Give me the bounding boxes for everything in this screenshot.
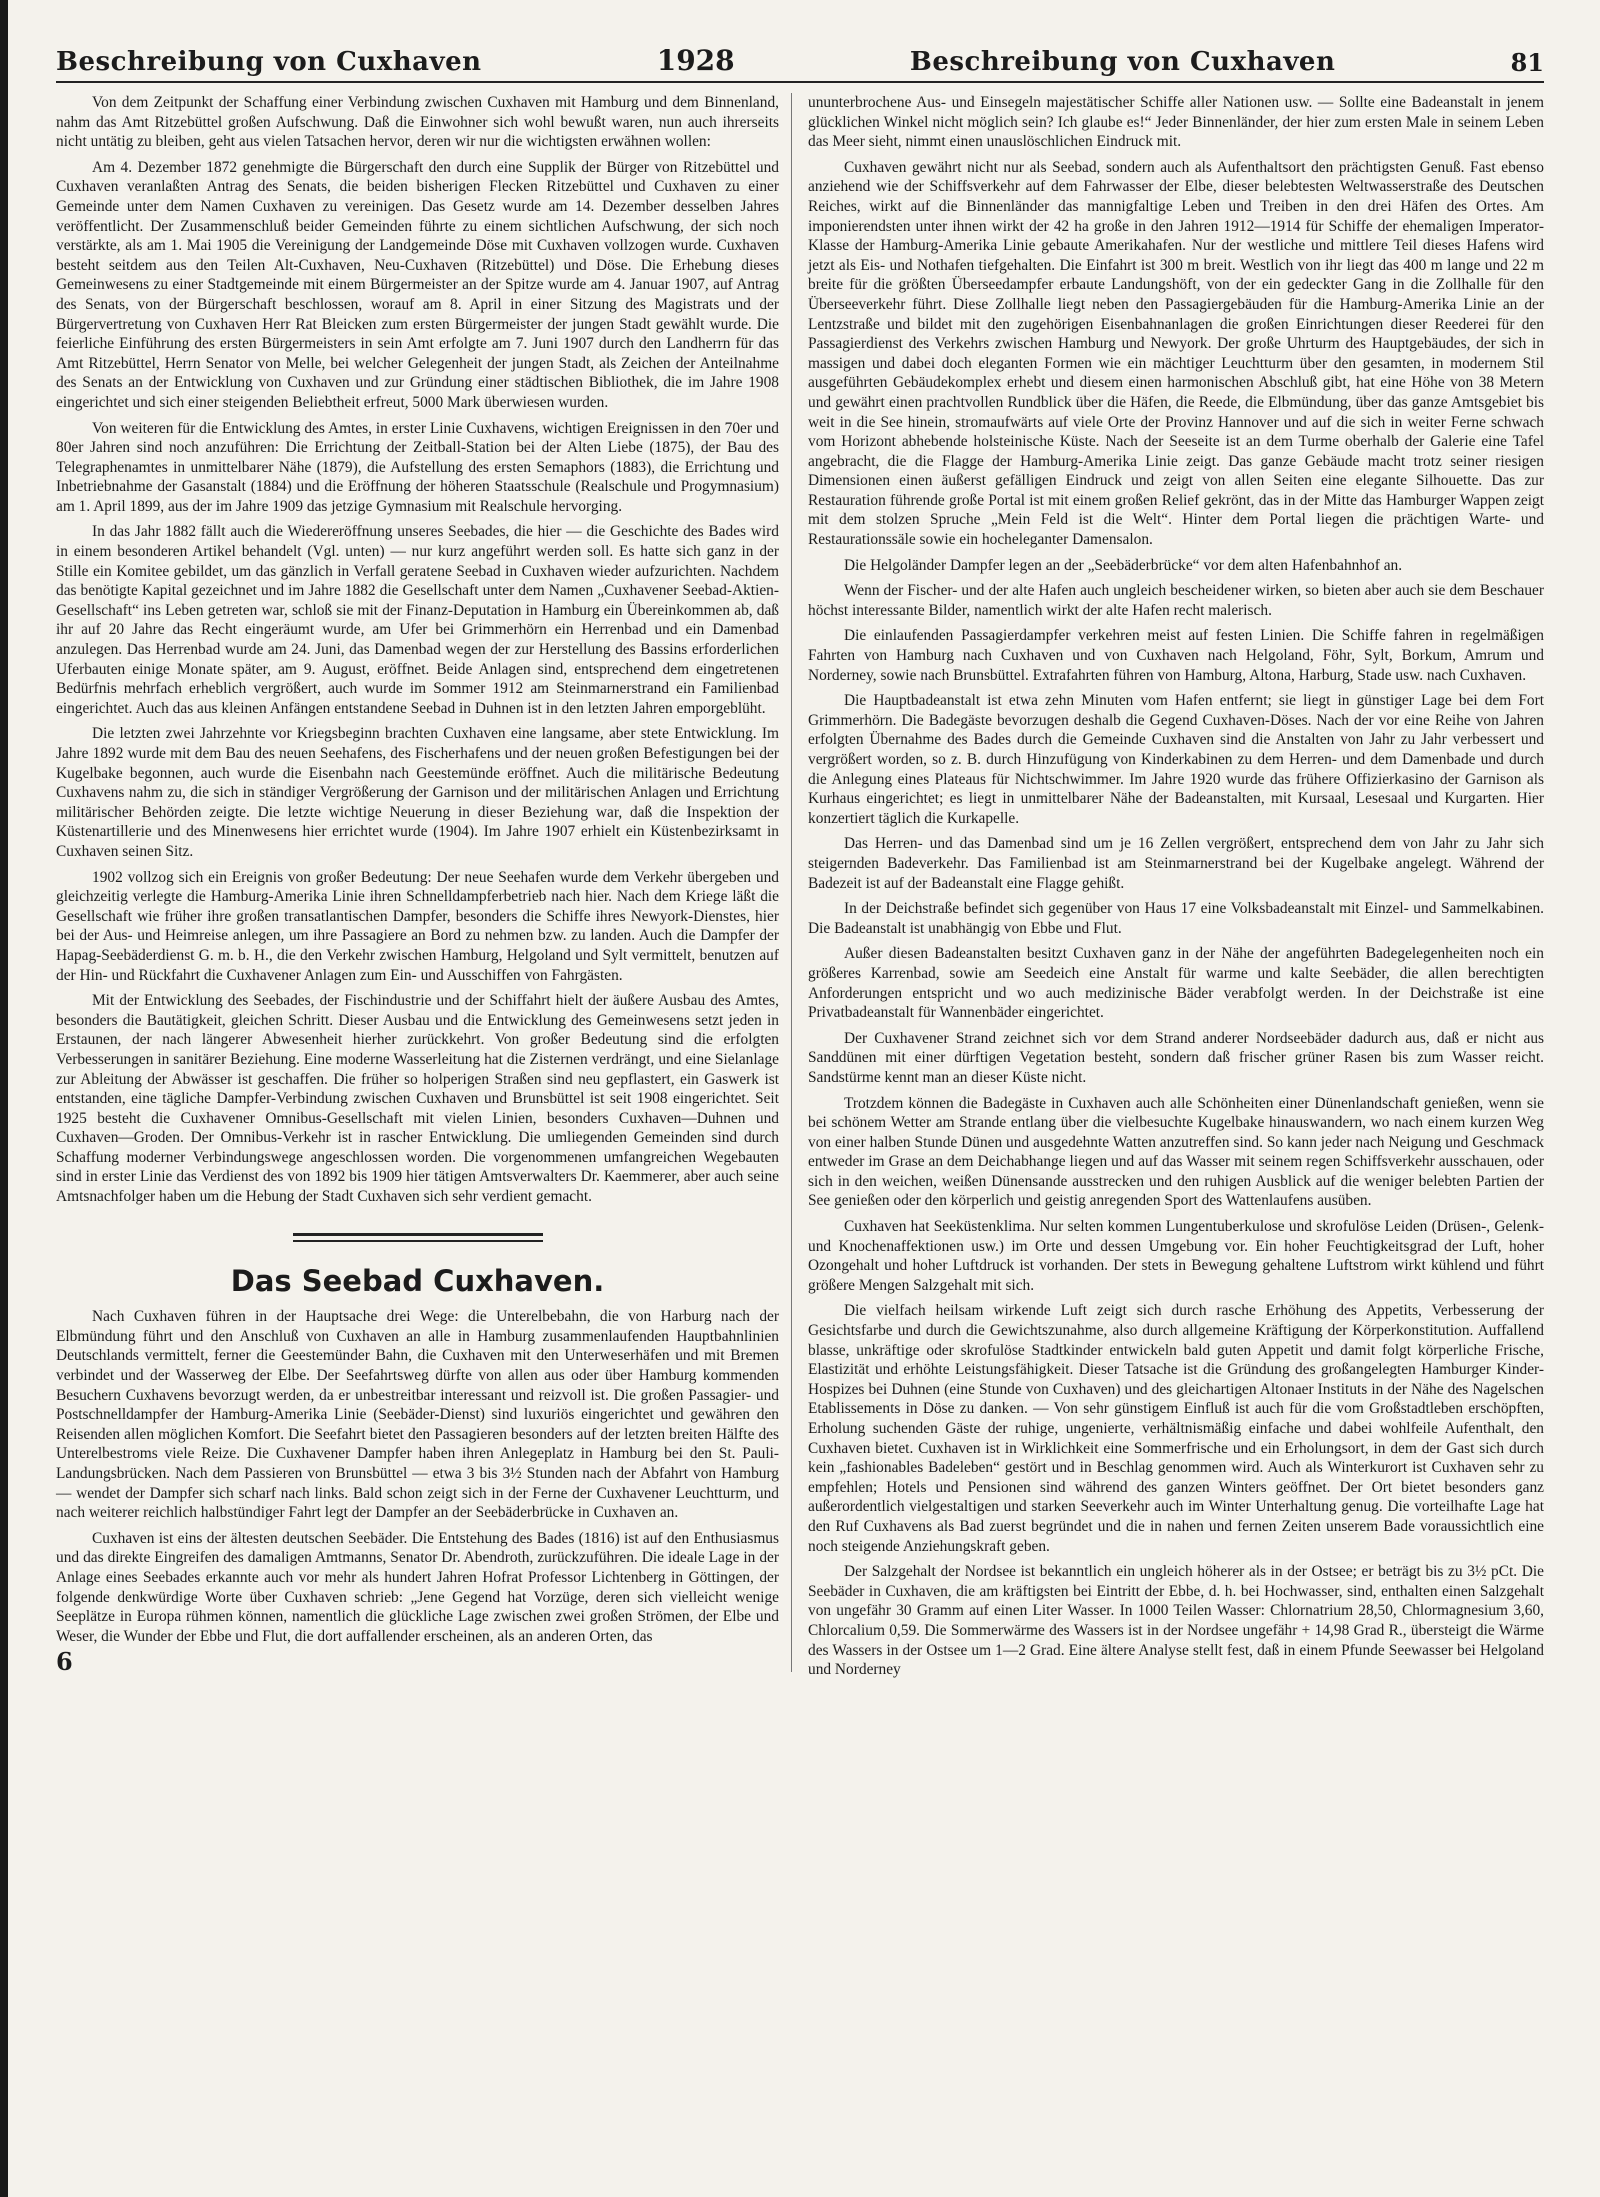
header-year: 1928 <box>656 44 735 77</box>
header-title-left: Beschreibung von Cuxhaven <box>56 47 482 77</box>
section-divider <box>293 1233 543 1242</box>
paragraph: Die Hauptbadeanstalt ist etwa zehn Minuten vom Hafen entfernt; sie liegt in günstiger Lage bei dem Fort Grimmerhörn. Die Badegäste bevorzugen deshalb die Gegend Cuxhaven-Döses. Nach der vor eine Reihe von Jahren erfolgten Übernahme des Bades durch die Gemeinde Cuxhaven sind die Anstalten von Jahr zu Jahr verbessert und vergrößert worden, so z. B. durch Hinzufügung von Kinderkabinen zu dem Herren- und dem Damenbade und durch die Anlegung eines Plateaus für Nichtschwimmer. Im Jahre 1920 wurde das frühere Offizierkasino der Garnison als Kurhaus eingerichtet; es liegt in unmittelbarer Nähe der Badeanstalten, mit Kursaal, Lesesaal und Kurgarten. Hier konzertiert täglich die Kurkapelle. <box>808 692 1544 827</box>
paragraph: 1902 vollzog sich ein Ereignis von großer Bedeutung: Der neue Seehafen wurde dem Verkehr übergeben und gleichzeitig verlegte die Hamburg-Amerika Linie ihren Schnelldampferbetrieb nach hier. Nach dem Kriege läßt die Gesellschaft wie früher ihre großen transatlantischen Dampfer, besonders die Schiffe ihres Newyork-Dienstes, hier bei der Aus- und Heimreise anlegen, um ihre Passagiere an Bord zu nehmen bzw. zu landen. Auch die Dampfer der Hapag-Seebäderdienst G. m. b. H., die den Verkehr zwischen Hamburg, Helgoland und Sylt vermittelt, benutzen auf der Hin- und Rückfahrt die Cuxhavener Anlagen zum Ein- und Ausschiffen von Fahrgästen. <box>56 868 779 984</box>
paragraph: Der Cuxhavener Strand zeichnet sich vor dem Strand anderer Nordseebäder dadurch aus, daß er nicht aus Sanddünen mit einer dürftigen Vegetation besteht, sondern daß frischer grüner Rasen bis zum Wasser reicht. Sandstürme kennt man an dieser Küste nicht. <box>808 1029 1544 1086</box>
section-title: Das Seebad Cuxhaven. <box>230 1263 605 1298</box>
left-column <box>56 93 792 1677</box>
paragraph: Von dem Zeitpunkt der Schaffung einer Verbindung zwischen Cuxhaven mit Hamburg und dem Binnenland, nahm das Amt Ritzebüttel großen Aufschwung. Daß die Einwohner sich wohl bewußt waren, nun auch ihrerseits nicht untätig zu bleiben, geht aus vielen Tatsachen hervor, deren wir nur die wichtigsten erwähnen wollen: <box>56 94 779 151</box>
paragraph: Nach Cuxhaven führen in der Hauptsache drei Wege: die Unterelbebahn, die von Harburg nach der Elbmündung führt und den Anschluß von Cuxhaven an alle in Hamburg zusammenlaufenden Hauptbahnlinien Deutschlands vermittelt, ferner die Geestemünder Bahn, die Cuxhaven mit den Unterweserhäfen und mit Bremen verbindet und der Wasserweg der Elbe. Der Seefahrtsweg dürfte von allen aus oder über Hamburg kommenden Besuchern Cuxhavens bevorzugt werden, da er unbestreitbar interessant und reizvoll ist. Die großen Passagier- und Postschnelldampfer der Hamburg-Amerika Linie (Seebäder-Dienst) sind luxuriös eingerichtet und gewähren den Reisenden allen möglichen Komfort. Die Seefahrt bietet den Passagieren besonders auf der letzten breiten Hälfte des Unterelbestroms viele Reize. Die Cuxhavener Dampfer haben ihren Anlegeplatz in Hamburg bei den St. Pauli-Landungsbrücken. Nach dem Passieren von Brunsbüttel — etwa 3 bis 3½ Stunden nach der Abfahrt von Hamburg — wendet der Dampfer sich scharf nach links. Bald schon zeigt sich in der Ferne der Cuxhavener Leuchtturm, und nach weiterer reichlich halbstündiger Fahrt legt der Dampfer an der Seebäderbrücke in Cuxhaven an. <box>56 1308 779 1522</box>
paragraph: Cuxhaven ist eins der ältesten deutschen Seebäder. Die Entstehung des Bades (1816) ist auf den Enthusiasmus und das direkte Eingreifen des damaligen Amtmanns, Senator Dr. Abendroth, zurückzuführen. Die ideale Lage in der Anlage eines Seebades erkannte auch vor mehr als hundert Jahren Hofrat Professor Lichtenberg in Göttingen, der folgende denkwürdige Worte über Cuxhaven schrieb: „Jene Gegend hat Vorzüge, deren sich vielleicht wenige Seeplätze in Europa rühmen können, namentlich die glückliche Lage zwischen zwei großen Strömen, der Elbe und Weser, die Wunder der Ebbe und Flut, die dort auffallender erscheinen, als an anderen Orten, das <box>56 1529 779 1645</box>
scan-edge <box>0 0 8 2197</box>
text-columns <box>56 93 1544 1686</box>
paragraph-continuation: ununterbrochene Aus- und Einsegeln majestätischer Schiffe aller Nationen usw. — Sollte eine Badeanstalt in jenem glücklichen Winkel nicht möglich sein? Ich glaube es!“ Jeder Binnenländer, der hier zum ersten Male in seinem Leben das Meer sieht, nimmt einen unauslöschlichen Eindruck mit. <box>808 94 1544 151</box>
paragraph: Mit der Entwicklung des Seebades, der Fischindustrie und der Schiffahrt hielt der äußere Ausbau des Amtes, besonders die Bautätigkeit, gleichen Schritt. Dieser Ausbau und die Entwicklung des Gemeinwesens setzt jeden in Erstaunen, der nach längerer Abwesenheit hierher zurückkehrt. Von großer Bedeutung sind die erfolgten Verbesserungen in sanitärer Beziehung. Eine moderne Wasserleitung hat die Zisternen verdrängt, und eine Sielanlage zur Ableitung der Abwässer ist geschaffen. Die früher so holperigen Straßen sind neu gepflastert, ein Gaswerk ist entstanden, eine tägliche Dampfer-Verbindung zwischen Cuxhaven und Brunsbüttel ist seit 1908 eingerichtet. Seit 1925 besteht die Cuxhavener Omnibus-Gesellschaft mit vielen Linien, besonders Cuxhaven—Duhnen und Cuxhaven—Groden. Der Omnibus-Verkehr ist in rascher Entwicklung. Die umliegenden Gemeinden sind durch Schaffung moderner Verbindungswege angeschlossen worden. Die vorgenommenen umfangreichen Wegebauten sind in erster Linie das Verdienst des von 1892 bis 1909 hier tätigen Amtsverwalters Dr. Kaemmerer, aber auch seine Amtsnachfolger haben um die Hebung der Stadt Cuxhaven sich sehr verdient gemacht. <box>56 992 779 1206</box>
paragraph: Von weiteren für die Entwicklung des Amtes, in erster Linie Cuxhavens, wichtigen Ereignissen in den 70er und 80er Jahren sind noch anzuführen: Die Errichtung der Zeitball-Station bei der Alten Liebe (1875), der Bau des Telegraphenamtes in unmittelbarer Nähe (1879), die Aufstellung des ersten Semaphors (1883), die Errichtung und Inbetriebnahme der Gasanstalt (1884) und die Eröffnung der höheren Staatsschule (Realschule und Progymnasium) am 1. April 1899, aus der im Jahre 1909 das jetzige Gymnasium mit Realschule hervorging. <box>56 419 779 515</box>
header-title-right: Beschreibung von Cuxhaven <box>909 47 1336 77</box>
paragraph: Trotzdem können die Badegäste in Cuxhaven auch alle Schönheiten einer Dünenlandschaft genießen, wenn sie bei schönem Wetter am Strande entlang über die vielbesuchte Kugelbake hinauswandern, wo nach einem kurzen Weg von einer halben Stunde Dünen und ausgedehnte Watten anzutreffen sind. So kann jeder nach Neigung und Geschmack entweder im Grase an dem Deichabhange liegen und auf das Wasser mit seinem regen Schiffsverkehr ausschauen, oder sich in den weichen, weißen Dünensande ausstrecken und den ruhigen Ausblick auf die weniger belebten Partien der See genießen oder den körperlich und geistig anregenden Sport des Wattenlaufens ausüben. <box>808 1094 1544 1210</box>
paragraph: Die vielfach heilsam wirkende Luft zeigt sich durch rasche Erhöhung des Appetits, Verbesserung der Gesichtsfarbe und durch die Gewichtszunahme, also durch allgemeine Kräftigung der Körperkonstitution. Auffallend blasse, unkräftige oder skrofulöse Stadtkinder entwickeln bald guten Appetit und damit folgt körperliche Frische, Elastizität und erhöhte Leistungsfähigkeit. Dieser Tatsache ist die Gründung des großangelegten Hamburger Kinder-Hospizes bei Duhnen (eine Stunde von Cuxhaven) und des gleichartigen Altonaer Instituts in der Nähe des Nagelschen Etablissements in Döse zu danken. — Von sehr günstigem Einfluß ist auch für die vom Großstadtleben erschöpften, Erholung suchenden Gäste der ruhige, ungenierte, verhältnismäßig einfache und dabei wohlfeile Aufenthalt, den Cuxhaven bietet. Cuxhaven ist in Wirklichkeit eine Sommerfrische und ein Erholungsort, in dem der Gast sich durch kein „fashionables Badeleben“ gestört und in Beschlag genommen wird. Auch als Winterkurort ist Cuxhaven sehr zu empfehlen; Hotels und Pensionen sind während des ganzen Winters geöffnet. Der Ort bietet besonders ganz außerordentlich vielgestaltigen und starken Seeverkehr auch im Winter Unterhaltung genug. Die vorteilhafte Lage hat den Ruf Cuxhavens als Bad zuerst begründet und die in nahen und fernen Zeiten unserem Bade voraussichtlich eine noch steigende Anziehungskraft geben. <box>808 1302 1544 1555</box>
paragraph: Die einlaufenden Passagierdampfer verkehren meist auf festen Linien. Die Schiffe fahren in regelmäßigen Fahrten von Hamburg nach Cuxhaven und von Cuxhaven nach Helgoland, Föhr, Sylt, Borkum, Amrum und Norderney, sowie nach Brunsbüttel. Extrafahrten führen von Hamburg, Altona, Harburg, Stade usw. nach Cuxhaven. <box>808 627 1544 684</box>
paragraph: Am 4. Dezember 1872 genehmigte die Bürgerschaft den durch eine Supplik der Bürger von Ritzebüttel und Cuxhaven veranlaßten Antrag des Senats, die beiden bisherigen Flecken Ritzebüttel und Cuxhaven zu einer Gemeinde unter dem Namen Cuxhaven zu vereinigen. Das Gesetz wurde am 14. Dezember desselben Jahres veröffentlicht. Der Zusammenschluß beider Gemeinden führte zu einem sichtlichen Aufschwung, der sich noch verstärkte, als am 1. Mai 1905 die Vereinigung der Landgemeinde Döse mit Cuxhaven vollzogen wurde. Cuxhaven besteht seitdem aus den Teilen Alt-Cuxhaven, Neu-Cuxhaven (Ritzebüttel) und Döse. Die Erhebung dieses Gemeinwesens zu einer Stadtgemeinde mit einem Bürgermeister an der Spitze wurde am 4. Januar 1907, auf Antrag des Senats, von der Bürgerschaft beschlossen, worauf am 8. April in einer Sitzung des Magistrats und der Bürgervertretung von Cuxhaven Herr Rat Bleicken zum ersten Bürgermeister der jungen Stadt gewählt wurde. Die feierliche Einführung des ersten Bürgermeisters in sein Amt erfolgte am 7. Juni 1907 durch den Landherrn für das Amt Ritzebüttel, Herrn Senator von Melle, bei welcher Gelegenheit der jungen Stadt, als Zeichen der Anteilnahme des Senats an der Entwicklung von Cuxhaven und zur Gründung einer städtischen Bibliothek, die im Jahre 1908 eingerichtet und sich einer steigenden Beliebtheit erfreut, 5000 Mark überwiesen wurden. <box>56 158 779 411</box>
paragraph: In das Jahr 1882 fällt auch die Wiedereröffnung unseres Seebades, die hier — die Geschichte des Bades wird in einem besonderen Artikel behandelt (Vgl. unten) — nur kurz angeführt werden soll. Es hatte sich ganz in der Stille ein Komitee gebildet, um das gänzlich in Verfall geratene Seebad in Cuxhaven wieder aufzurichten. Nachdem das benötigte Kapital gezeichnet und im Jahre 1882 die Gesellschaft unter dem Namen „Cuxhavener Seebad-Aktien-Gesellschaft“ ins Leben getreten war, schloß sie mit der Finanz-Deputation in Hamburg ein Übereinkommen ab, daß ihr auf 20 Jahre das Recht eingeräumt wurde, am Ufer bei Grimmerhörn ein Herrenbad und ein Damenbad anzulegen. Das Herrenbad wurde am 24. Juni, das Damenbad wegen der zur Herstellung des Bassins erforderlichen Uferbauten einige Monate später, am 9. August, eröffnet. Beide Anlagen sind, entsprechend dem eingetretenen Bedürfnis mehrfach erheblich vergrößert, auch wurde im Sommer 1912 am Steinmarnerstrand ein Familienbad eingerichtet. Auch das aus kleinen Anfängen entstandene Seebad in Duhnen ist in den letzten Jahren emporgeblüht. <box>56 523 779 717</box>
paragraph: In der Deichstraße befindet sich gegenüber von Haus 17 eine Volksbadeanstalt mit Einzel- und Sammelkabinen. Die Badeanstalt ist unabhängig von Ebbe und Flut. <box>808 900 1544 937</box>
paragraph: Wenn der Fischer- und der alte Hafen auch ungleich bescheidener wirken, so bieten aber auch sie dem Beschauer höchst interessante Bilder, namentlich wirkt der alte Hafen recht malerisch. <box>808 582 1544 619</box>
footer-page-number: 6 <box>56 1647 73 1677</box>
paragraph: Außer diesen Badeanstalten besitzt Cuxhaven ganz in der Nähe der angeführten Badegelegenheiten noch ein größeres Karrenbad, sowie am Seedeich eine Anstalt für warme und kalte Seebäder, die allen berechtigten Anforderungen entspricht und wo auch medizinische Bäder verabfolgt werden. In der Deichstraße ist eine Privatbadeanstalt für Wannenbäder eingerichtet. <box>808 945 1544 1022</box>
paragraph: Cuxhaven hat Seeküstenklima. Nur selten kommen Lungentuberkulose und skrofulöse Leiden (Drüsen-, Gelenk- und Knochenaffektionen usw.) im Orte und dessen Umgebung vor. Ein hoher Feuchtigkeitsgrad der Luft, hoher Ozongehalt und hoher Luftdruck ist vorhanden. Der stets in Bewegung gehaltene Luftstrom wirkt kühlend und führt größere Mengen Salzgehalt mit sich. <box>808 1218 1544 1294</box>
paragraph: Die Helgoländer Dampfer legen an der „Seebäderbrücke“ vor dem alten Hafenbahnhof an. <box>844 556 1403 574</box>
right-column <box>808 93 1544 1686</box>
paragraph: Die letzten zwei Jahrzehnte vor Kriegsbeginn brachten Cuxhaven eine langsame, aber stete Entwicklung. Im Jahre 1892 wurde mit dem Bau des neuen Seehafens, des Fischerhafens und der neuen großen Befestigungen bei der Kugelbake begonnen, auch wurde die Eisenbahn nach Geestemünde eröffnet. Auch die militärische Bedeutung Cuxhavens nahm zu, die sich in ständiger Vergrößerung der Garnison und der militärischen Anlagen und Errichtung militärischer Behörden zeigte. Die letzte wichtige Neuerung in dieser Beziehung war, daß die Inspektion der Küstenartillerie und des Minenwesens hier errichtet wurde (1904). Im Jahre 1907 erhielt ein Küstenbezirksamt in Cuxhaven seinen Sitz. <box>56 725 779 860</box>
paragraph: Der Salzgehalt der Nordsee ist bekanntlich ein ungleich höherer als in der Ostsee; er beträgt bis zu 3½ pCt. Die Seebäder in Cuxhaven, die am kräftigsten bei Eintritt der Ebbe, d. h. bei Hochwasser, sind, enthalten einen Salzgehalt von ungefähr 30 Gramm auf einen Liter Wasser. In 1000 Teilen Wasser: Chlornatrium 28,50, Chlormagnesium 3,60, Chlorcalium 0,59. Die Sommerwärme des Wassers ist in der Nordsee ungefähr + 14,98 Grad R., übersteigt die Wärme des Wassers in der Ostsee um 1—2 Grad. Eine ältere Analyse stellt fest, daß in einem Pfunde Seewasser bei Helgoland und Norderney <box>808 1563 1544 1679</box>
page-number: 81 <box>1510 48 1544 77</box>
paragraph: Cuxhaven gewährt nicht nur als Seebad, sondern auch als Aufenthaltsort den prächtigsten Genuß. Fast ebenso anziehend wie der Schiffsverkehr auf dem Fahrwasser der Elbe, dieser belebtesten Weltwasserstraße des Deutschen Reiches, wirkt auf die Binnenländer das mannigfaltige Leben und Treiben in den drei Häfen des Ortes. Am imponierendsten unter ihnen wirkt der 42 ha große in den Jahren 1912—1914 für Schiffe der ehemaligen Imperator-Klasse der Hamburg-Amerika Linie gebaute Amerikahafen. Nur der westliche und mittlere Teil dieses Hafens wird jetzt als Eis- und Nothafen tiefgehalten. Die Einfahrt ist 300 m breit. Westlich von ihr liegt das 400 m lange und 22 m breite für die größten Überseedampfer erbaute Landungshöft, von der ein gedeckter Gang in die Zollhalle für den Überseeverkehr führt. Diese Zollhalle liegt neben den Passagiergebäuden für die Hamburg-Amerika Linie an der Lentzstraße und bildet mit den zugehörigen Eisenbahnanlagen die großen Einrichtungen dieser Reederei für den Passagierdienst des Verkehrs zwischen Hamburg und Newyork. Der große Uhrturm des Hauptgebäudes, der sich in massigen und dabei doch eleganten Formen wie ein mächtiger Leuchtturm über den gesamten, in modernem Stil ausgeführten Gebäudekomplex erhebt und diesem einen harmonischen Abschluß gibt, hat eine Höhe von 38 Metern und gewährt einen prachtvollen Rundblick über die Häfen, die Reede, die Elbmündung, über das ganze Amtsgebiet bis weit in die See hinein, stromaufwärts auf viele Orte der Provinz Hannover und auf die sich in weiter Ferne schwach vom Horizont abhebende holsteinische Küste. Nach der Seeseite ist an dem Turme oberhalb der Galerie eine Tafel angebracht, die die Flagge der Hamburg-Amerika Linie zeigt. Das ganze Gebäude macht trotz seiner riesigen Dimensionen einen äußerst gefälligen Eindruck und zeigt von allen Seiten eine elegante Silhouette. Das zur Restauration führende große Portal ist mit einem großen Relief gekrönt, das in der Mitte das Hamburger Wappen zeigt mit dem stolzen Spruche „Mein Feld ist die Welt“. Hinter dem Portal liegen die prächtigen Warte- und Restaurationssäle sowie ein hocheleganter Damensalon. <box>808 158 1544 549</box>
page-header <box>56 44 1544 83</box>
paragraph: Das Herren- und das Damenbad sind um je 16 Zellen vergrößert, entsprechend dem von Jahr zu Jahr sich steigernden Badeverkehr. Das Familienbad ist am Steinmarnerstrand bei der Kugelbake angelegt. Während der Badezeit ist auf der Badeanstalt eine Flagge gehißt. <box>808 835 1544 892</box>
